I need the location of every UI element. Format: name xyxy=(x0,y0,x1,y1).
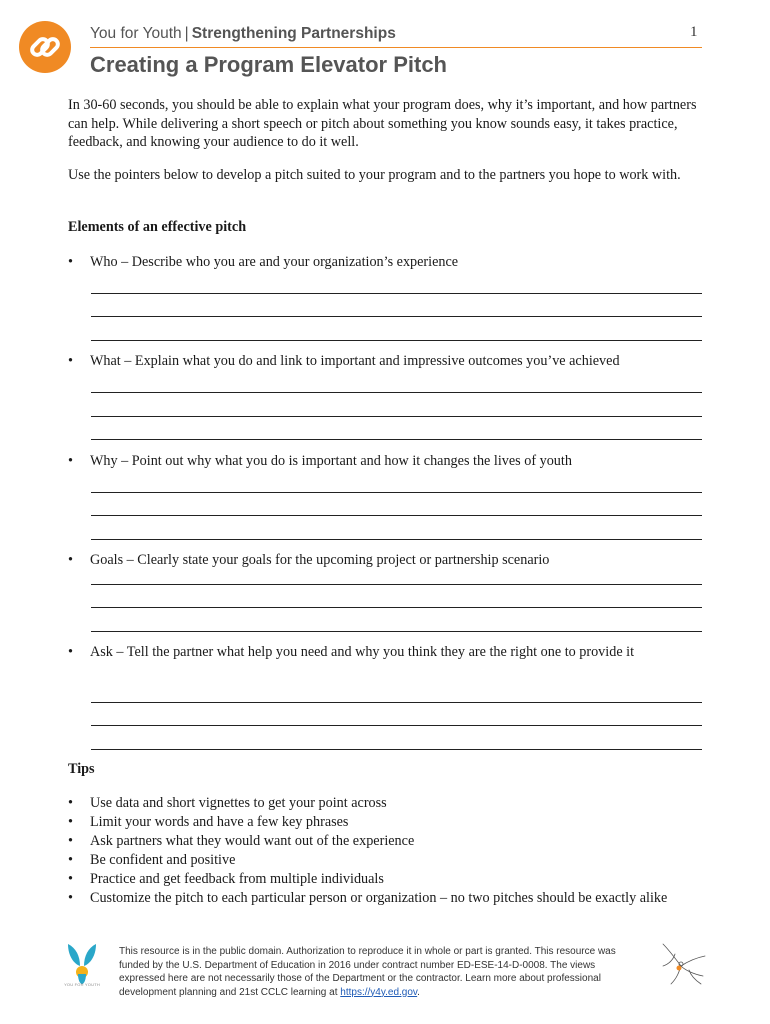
bullet-icon: • xyxy=(68,852,73,868)
list-item xyxy=(68,794,708,813)
answer-line-what-3[interactable] xyxy=(91,439,702,440)
answer-line-who-1[interactable] xyxy=(91,293,702,294)
answer-line-why-2[interactable] xyxy=(91,515,702,516)
list-item xyxy=(68,813,708,832)
answer-line-what-1[interactable] xyxy=(91,392,702,393)
answer-line-who-2[interactable] xyxy=(91,316,702,317)
list-item xyxy=(68,889,708,908)
header-series: You for Youth xyxy=(90,25,182,42)
element-why: Why – Point out why what you do is important and how it changes the lives of youth xyxy=(90,453,572,469)
tip-text: Limit your words and have a few key phrases xyxy=(90,814,349,830)
element-goals: Goals – Clearly state your goals for the upcoming project or partnership scenario xyxy=(90,552,550,568)
answer-line-who-3[interactable] xyxy=(91,340,702,341)
bullet-icon: • xyxy=(68,871,73,887)
footer-disclaimer xyxy=(119,945,639,999)
footer-logo-label: YOU FOR YOUTH xyxy=(64,982,100,987)
list-item xyxy=(68,851,708,870)
bullet-icon: • xyxy=(68,254,73,270)
element-who: Who – Describe who you are and your organization’s experience xyxy=(90,254,459,270)
list-item xyxy=(68,870,708,889)
tips-list xyxy=(68,794,708,908)
tip-text: Ask partners what they would want out of the experience xyxy=(90,833,415,849)
intro-paragraph-2: Use the pointers below to develop a pitch suited to your program and to the partners you hope to work with. xyxy=(68,167,681,183)
bullet-icon: • xyxy=(68,353,73,369)
page-header xyxy=(90,25,702,48)
tip-text: Customize the pitch to each particular person or organization – no two pitches should be exactly alike xyxy=(90,890,668,906)
tip-text: Practice and get feedback from multiple individuals xyxy=(90,871,384,887)
answer-line-why-3[interactable] xyxy=(91,539,702,540)
answer-line-ask-2[interactable] xyxy=(91,725,702,726)
answer-line-goals-3[interactable] xyxy=(91,631,702,632)
bullet-icon: • xyxy=(68,453,73,469)
answer-line-why-1[interactable] xyxy=(91,492,702,493)
page-number: 1 xyxy=(690,24,698,40)
footer-link-suffix: . xyxy=(417,986,420,998)
element-what: What – Explain what you do and link to important and impressive outcomes you’ve achieved xyxy=(90,353,620,369)
header-separator: | xyxy=(184,25,189,42)
bullet-icon: • xyxy=(68,644,73,660)
tip-text: Be confident and positive xyxy=(90,852,236,868)
elements-heading: Elements of an effective pitch xyxy=(68,219,247,235)
answer-line-ask-3[interactable] xyxy=(91,749,702,750)
link-chain-icon xyxy=(19,21,71,73)
flying-figure-icon xyxy=(655,940,715,990)
answer-line-ask-1[interactable] xyxy=(91,702,702,703)
bullet-icon: • xyxy=(68,890,73,906)
bullet-icon: • xyxy=(68,552,73,568)
bullet-icon: • xyxy=(68,795,73,811)
bullet-icon: • xyxy=(68,833,73,849)
intro-paragraph-1: In 30-60 seconds, you should be able to explain what your program does, why it’s important, and how partners can help. While delivering a short speech or pitch about something you know sounds easy, it takes practice, feedback, and knowing your audience to do it well. xyxy=(68,97,697,150)
bullet-icon: • xyxy=(68,814,73,830)
header-section: Strengthening Partnerships xyxy=(191,25,396,42)
page-title: Creating a Program Elevator Pitch xyxy=(90,52,447,77)
answer-line-goals-1[interactable] xyxy=(91,584,702,585)
answer-line-what-2[interactable] xyxy=(91,416,702,417)
tip-text: Use data and short vignettes to get your point across xyxy=(90,795,387,811)
element-ask: Ask – Tell the partner what help you need and why you think they are the right one to provide it xyxy=(90,644,635,660)
answer-line-goals-2[interactable] xyxy=(91,607,702,608)
list-item xyxy=(68,832,708,851)
footer-text: This resource is in the public domain. Authorization to reproduce it in whole or part is granted. This resource was funded by the U.S. Department of Education in 2016 under contract number ED-ESE-14-D-0008. The views expressed here are not necessarily those of the Department or the contractor. Learn more about professional development planning and 21st CCLC learning at xyxy=(119,946,616,998)
tips-heading: Tips xyxy=(68,761,95,777)
footer-link[interactable]: https://y4y.ed.gov xyxy=(340,986,418,998)
y4y-logo-icon xyxy=(60,942,104,986)
